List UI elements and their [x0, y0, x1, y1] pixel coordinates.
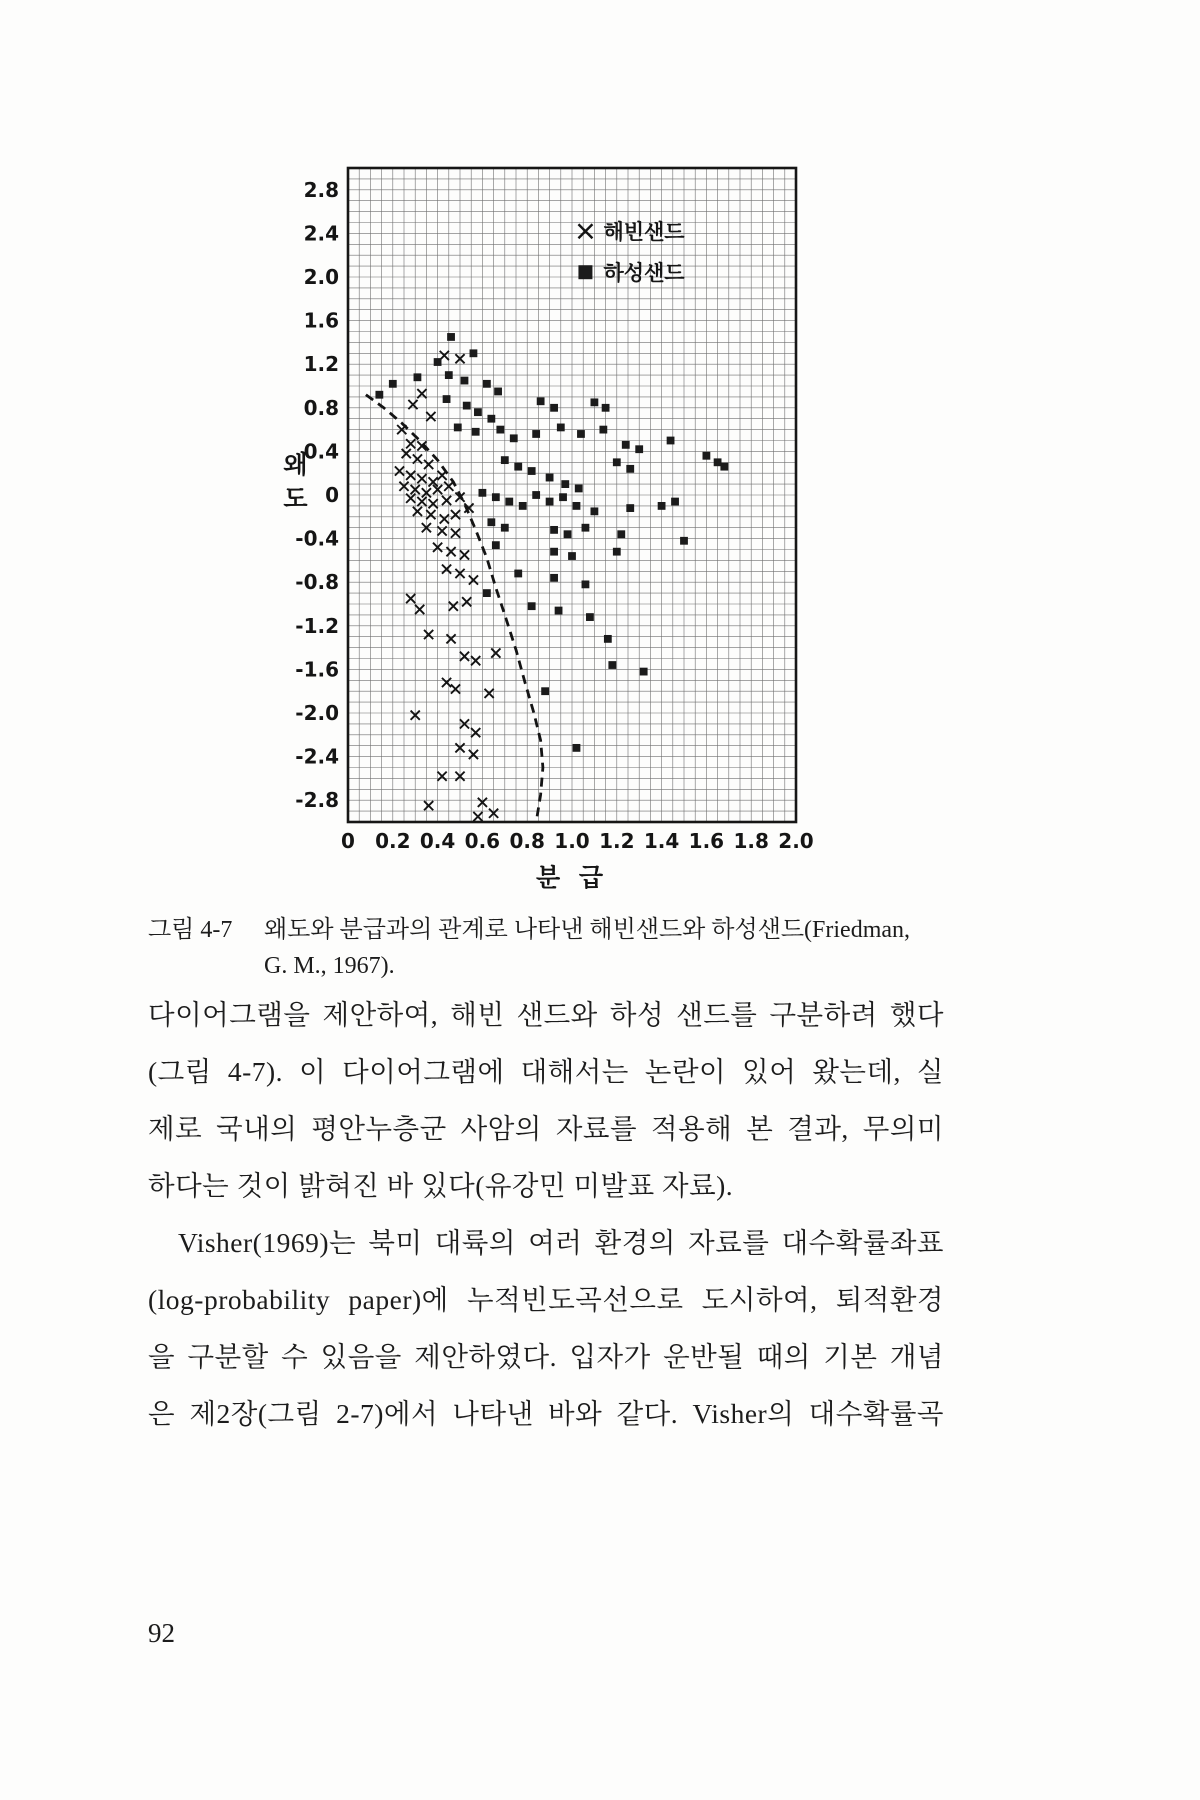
svg-text:1.6: 1.6: [303, 308, 339, 333]
svg-text:0.8: 0.8: [303, 395, 339, 420]
svg-text:0.8: 0.8: [509, 829, 545, 853]
legend-label: 해빈샌드: [603, 220, 685, 245]
body-line: 다이어그램을 제안하여, 해빈 샌드와 하성 샌드를 구분하려 했다: [148, 999, 944, 1030]
body-line: 을 구분할 수 있음을 제안하였다. 입자가 운반될 때의 기본 개념: [148, 1341, 944, 1372]
svg-text:2.0: 2.0: [778, 829, 814, 853]
x-axis-label: 분 급: [535, 863, 609, 890]
svg-text:0.2: 0.2: [375, 829, 411, 853]
svg-text:-2.0: -2.0: [295, 701, 339, 725]
svg-text:1.4: 1.4: [643, 829, 680, 853]
y-axis-label: [283, 450, 312, 513]
svg-text:-1.2: -1.2: [295, 613, 339, 638]
body-line: 은 제2장(그림 2-7)에서 나타낸 바와 같다. Visher의 대수확률곡: [148, 1398, 944, 1429]
svg-text:1.2: 1.2: [599, 829, 635, 853]
body-line: (그림 4-7). 이 다이어그램에 대해서는 논란이 있어 왔는데, 실: [148, 1056, 944, 1087]
svg-text:-2.8: -2.8: [295, 788, 339, 813]
svg-text:0: 0: [341, 829, 355, 853]
body-text: [148, 986, 944, 1442]
svg-text:0.6: 0.6: [464, 829, 501, 853]
figure-caption-text-line1: 왜도와 분급과의 관계로 나타낸 해빈샌드와 하성샌드(Friedman,: [264, 917, 911, 943]
svg-text:2.4: 2.4: [303, 221, 339, 246]
body-line: Visher(1969)는 북미 대륙의 여러 환경의 자료를 대수확률좌표: [178, 1227, 944, 1258]
figure-caption: [148, 912, 958, 984]
svg-text:-2.4: -2.4: [295, 744, 339, 769]
svg-text:1.2: 1.2: [303, 352, 339, 377]
svg-text:0.4: 0.4: [419, 829, 456, 853]
legend-label: 하성샌드: [603, 261, 685, 286]
svg-text:-0.8: -0.8: [295, 570, 339, 595]
legend-square-marker-icon: [578, 265, 592, 279]
figure-4-7: [278, 160, 838, 890]
x-tick-labels: [341, 829, 814, 853]
body-line: (log-probability paper)에 누적빈도곡선으로 도시하여, 퇴적환경: [148, 1284, 944, 1315]
figure-caption-text-line2: G. M., 1967).: [264, 953, 395, 979]
series-fluvial-sand: [375, 333, 728, 752]
series-beach-sand: [395, 351, 501, 821]
svg-text:왜: 왜: [283, 450, 313, 480]
figure-caption-label: 그림 4-7: [148, 917, 233, 943]
svg-text:2.0: 2.0: [303, 265, 339, 289]
svg-text:-0.4: -0.4: [295, 526, 339, 551]
svg-text:1.6: 1.6: [688, 829, 725, 853]
svg-text:1.8: 1.8: [733, 829, 769, 853]
svg-text:도: 도: [283, 484, 313, 514]
svg-text:-1.6: -1.6: [295, 657, 339, 682]
svg-text:2.8: 2.8: [303, 177, 339, 202]
scatter-chart-svg: [278, 160, 838, 890]
body-line: 하다는 것이 밝혀진 바 있다(유강민 미발표 자료).: [148, 1170, 734, 1201]
page-number: 92: [148, 1618, 175, 1648]
svg-text:0.4: 0.4: [303, 439, 339, 464]
svg-text:1.0: 1.0: [554, 829, 590, 853]
legend-x-marker-icon: [578, 224, 592, 238]
body-line: 제로 국내의 평안누층군 사암의 자료를 적용해 본 결과, 무의미: [148, 1113, 944, 1144]
svg-text:0: 0: [325, 483, 339, 507]
